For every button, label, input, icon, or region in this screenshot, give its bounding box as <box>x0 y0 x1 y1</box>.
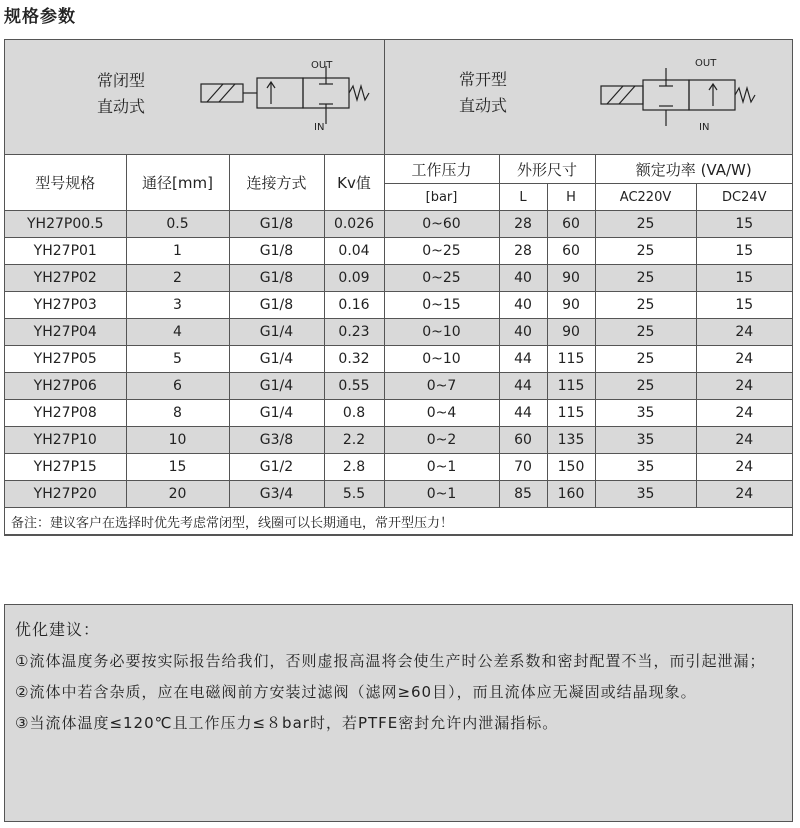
header-dim-h: H <box>547 184 595 211</box>
header-ac: AC220V <box>595 184 696 211</box>
cell-dn: 2 <box>126 265 229 292</box>
advice-box <box>4 604 793 822</box>
cell-p: 0~10 <box>384 346 499 373</box>
cell-l: 44 <box>499 373 547 400</box>
cell-model: YH27P01 <box>5 238 126 265</box>
spec-data-table <box>5 155 792 535</box>
no-port-out: OUT <box>695 58 717 69</box>
cell-l: 28 <box>499 238 547 265</box>
cell-dc: 24 <box>696 346 792 373</box>
cell-kv: 0.04 <box>324 238 384 265</box>
cell-p: 0~60 <box>384 211 499 238</box>
cell-l: 44 <box>499 346 547 373</box>
cell-h: 150 <box>547 454 595 481</box>
cell-dc: 24 <box>696 400 792 427</box>
cell-l: 40 <box>499 265 547 292</box>
cell-dn: 0.5 <box>126 211 229 238</box>
cell-p: 0~1 <box>384 481 499 508</box>
cell-p: 0~25 <box>384 238 499 265</box>
cell-kv: 0.23 <box>324 319 384 346</box>
cell-conn: G1/8 <box>229 211 324 238</box>
cell-dn: 1 <box>126 238 229 265</box>
cell-conn: G3/8 <box>229 427 324 454</box>
cell-p: 0~2 <box>384 427 499 454</box>
table-note: 备注：建议客户在选择时优先考虑常闭型，线圈可以长期通电，常开型压力！ <box>5 508 792 535</box>
cell-h: 135 <box>547 427 595 454</box>
cell-dn: 6 <box>126 373 229 400</box>
cell-model: YH27P03 <box>5 292 126 319</box>
advice-item-1: ①流体温度务必要按实际报告给我们，否则虚报高温将会使生产时公差系数和密封配置不当，而引起泄漏； <box>15 652 766 670</box>
table-row <box>5 481 792 508</box>
cell-kv: 0.09 <box>324 265 384 292</box>
cell-h: 160 <box>547 481 595 508</box>
cell-conn: G1/4 <box>229 400 324 427</box>
spec-header-diagrams <box>5 40 792 155</box>
cell-dn: 5 <box>126 346 229 373</box>
normally-open-panel <box>385 40 792 154</box>
cell-kv: 0.8 <box>324 400 384 427</box>
cell-ac: 25 <box>595 265 696 292</box>
cell-ac: 25 <box>595 346 696 373</box>
cell-model: YH27P05 <box>5 346 126 373</box>
cell-model: YH27P15 <box>5 454 126 481</box>
cell-dn: 4 <box>126 319 229 346</box>
cell-dn: 3 <box>126 292 229 319</box>
cell-l: 70 <box>499 454 547 481</box>
table-row <box>5 373 792 400</box>
cell-kv: 0.026 <box>324 211 384 238</box>
cell-dc: 15 <box>696 211 792 238</box>
cell-kv: 0.16 <box>324 292 384 319</box>
cell-ac: 35 <box>595 427 696 454</box>
cell-ac: 25 <box>595 238 696 265</box>
cell-l: 40 <box>499 319 547 346</box>
cell-model: YH27P10 <box>5 427 126 454</box>
table-row <box>5 454 792 481</box>
cell-kv: 2.8 <box>324 454 384 481</box>
normally-closed-valve-symbol-icon <box>195 54 375 140</box>
cell-model: YH27P06 <box>5 373 126 400</box>
advice-item-3: ③当流体温度≤120℃且工作压力≤８bar时，若PTFE密封允许内泄漏指标。 <box>15 714 559 732</box>
table-row <box>5 292 792 319</box>
cell-p: 0~4 <box>384 400 499 427</box>
cell-dc: 24 <box>696 481 792 508</box>
cell-ac: 25 <box>595 292 696 319</box>
cell-h: 90 <box>547 319 595 346</box>
cell-ac: 35 <box>595 454 696 481</box>
cell-h: 115 <box>547 373 595 400</box>
cell-dc: 24 <box>696 319 792 346</box>
cell-h: 115 <box>547 400 595 427</box>
cell-ac: 25 <box>595 211 696 238</box>
cell-model: YH27P00.5 <box>5 211 126 238</box>
page-title: 规格参数 <box>4 7 76 27</box>
cell-conn: G1/8 <box>229 265 324 292</box>
cell-dc: 15 <box>696 265 792 292</box>
normally-closed-panel <box>5 40 385 154</box>
cell-conn: G1/8 <box>229 292 324 319</box>
cell-p: 0~1 <box>384 454 499 481</box>
cell-kv: 2.2 <box>324 427 384 454</box>
table-row <box>5 211 792 238</box>
spec-table <box>4 39 793 536</box>
cell-dc: 24 <box>696 454 792 481</box>
nc-port-out: OUT <box>311 60 333 71</box>
cell-l: 40 <box>499 292 547 319</box>
cell-h: 90 <box>547 292 595 319</box>
no-port-in: IN <box>699 122 710 133</box>
header-model: 型号规格 <box>5 155 126 211</box>
cell-ac: 25 <box>595 319 696 346</box>
cell-dn: 8 <box>126 400 229 427</box>
cell-p: 0~7 <box>384 373 499 400</box>
cell-l: 85 <box>499 481 547 508</box>
table-row <box>5 319 792 346</box>
normally-open-valve-symbol-icon <box>597 54 767 140</box>
normally-closed-label: 常闭型 直动式 <box>97 71 146 116</box>
header-dim-l: L <box>499 184 547 211</box>
cell-h: 60 <box>547 238 595 265</box>
cell-conn: G1/4 <box>229 319 324 346</box>
cell-h: 115 <box>547 346 595 373</box>
normally-open-label: 常开型 直动式 <box>459 70 508 115</box>
cell-h: 90 <box>547 265 595 292</box>
cell-l: 60 <box>499 427 547 454</box>
cell-conn: G1/4 <box>229 346 324 373</box>
cell-conn: G1/4 <box>229 373 324 400</box>
cell-p: 0~25 <box>384 265 499 292</box>
header-kv: Kv值 <box>324 155 384 211</box>
table-row <box>5 400 792 427</box>
cell-model: YH27P02 <box>5 265 126 292</box>
cell-conn: G3/4 <box>229 481 324 508</box>
cell-dc: 15 <box>696 292 792 319</box>
cell-p: 0~10 <box>384 319 499 346</box>
cell-dn: 20 <box>126 481 229 508</box>
cell-conn: G1/2 <box>229 454 324 481</box>
cell-ac: 35 <box>595 481 696 508</box>
cell-kv: 0.32 <box>324 346 384 373</box>
nc-port-in: IN <box>314 122 325 133</box>
header-dimension: 外形尺寸 <box>499 155 595 184</box>
cell-dc: 24 <box>696 373 792 400</box>
cell-dn: 15 <box>126 454 229 481</box>
cell-dn: 10 <box>126 427 229 454</box>
cell-kv: 5.5 <box>324 481 384 508</box>
cell-dc: 15 <box>696 238 792 265</box>
advice-title: 优化建议： <box>15 620 101 639</box>
header-dc: DC24V <box>696 184 792 211</box>
header-pressure: 工作压力 <box>384 155 499 184</box>
cell-h: 60 <box>547 211 595 238</box>
cell-ac: 35 <box>595 400 696 427</box>
cell-model: YH27P20 <box>5 481 126 508</box>
cell-kv: 0.55 <box>324 373 384 400</box>
advice-item-2: ②流体中若含杂质，应在电磁阀前方安装过滤阀（滤网≥60目），而且流体应无凝固或结晶现象。 <box>15 683 697 701</box>
cell-l: 44 <box>499 400 547 427</box>
table-row <box>5 238 792 265</box>
table-row <box>5 427 792 454</box>
cell-ac: 25 <box>595 373 696 400</box>
cell-model: YH27P08 <box>5 400 126 427</box>
header-connection: 连接方式 <box>229 155 324 211</box>
cell-p: 0~15 <box>384 292 499 319</box>
cell-conn: G1/8 <box>229 238 324 265</box>
header-pressure-unit: [bar] <box>384 184 499 211</box>
table-row <box>5 346 792 373</box>
table-row <box>5 265 792 292</box>
header-power: 额定功率 (VA/W) <box>595 155 792 184</box>
cell-l: 28 <box>499 211 547 238</box>
header-diameter: 通径[mm] <box>126 155 229 211</box>
cell-model: YH27P04 <box>5 319 126 346</box>
cell-dc: 24 <box>696 427 792 454</box>
